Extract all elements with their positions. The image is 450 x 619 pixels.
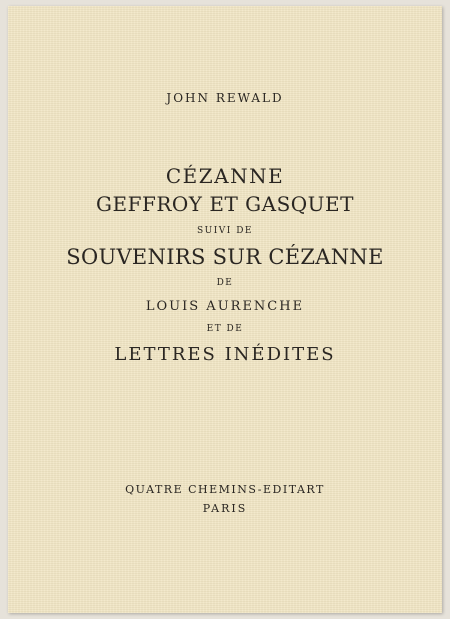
author-name: JOHN REWALD — [166, 91, 284, 105]
title-line-2: GEFFROY ET GASQUET — [96, 192, 354, 216]
subtitle-connector-1: SUIVI DE — [196, 226, 253, 236]
publication-city: PARIS — [202, 502, 248, 515]
contributor-name: LOUIS AURENCHE — [145, 299, 305, 314]
subtitle-connector-2: DE — [216, 278, 234, 288]
book-cover — [8, 6, 442, 613]
title-line-3: SOUVENIRS SUR CÉZANNE — [66, 245, 384, 269]
subtitle-connector-3: ET DE — [206, 324, 244, 334]
publisher-name: QUATRE CHEMINS-EDITART — [125, 483, 325, 496]
title-line-4: LETTRES INÉDITES — [114, 344, 336, 365]
title-line-1: CÉZANNE — [165, 164, 285, 188]
